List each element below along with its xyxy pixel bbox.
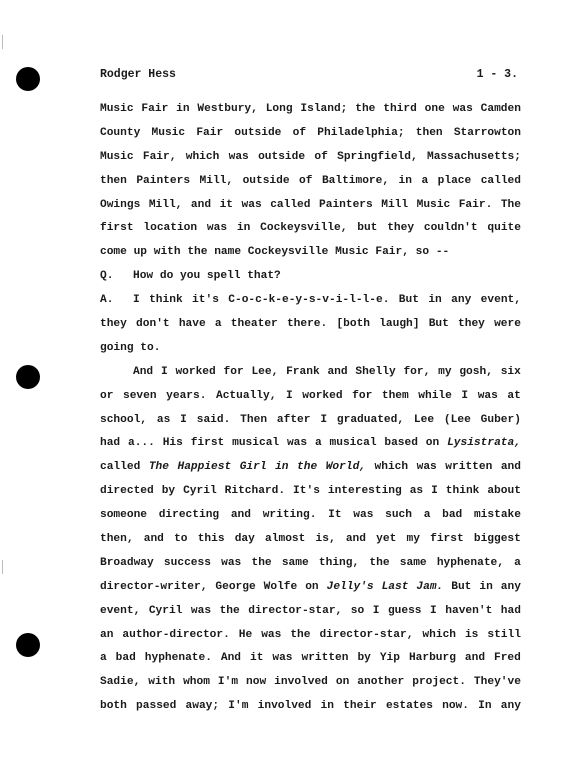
word: then,	[100, 533, 134, 546]
speaker-marker: A.	[100, 294, 114, 307]
word: the	[290, 628, 311, 641]
word: And	[133, 365, 154, 378]
word: whom	[183, 676, 210, 689]
word: for,	[403, 365, 431, 378]
word: guess	[387, 604, 422, 617]
word: had	[100, 437, 121, 450]
word: I	[160, 365, 168, 378]
word: Jam.	[416, 580, 444, 593]
word: someone	[100, 509, 147, 522]
word: laugh]	[379, 318, 420, 331]
word: Music	[416, 198, 451, 211]
word: after	[276, 413, 311, 426]
word: which	[374, 461, 409, 474]
word: place	[437, 174, 472, 187]
word: They've	[473, 676, 521, 689]
word: so	[350, 604, 365, 617]
word: event,	[480, 294, 521, 307]
word: I	[286, 389, 293, 402]
page-header	[100, 68, 518, 81]
word: which	[422, 628, 456, 641]
word: day	[234, 533, 255, 546]
word: Painters	[136, 174, 191, 187]
word: But	[398, 294, 419, 307]
word: spell	[206, 270, 241, 283]
word: Owings	[100, 198, 141, 211]
word: Baltimore,	[321, 174, 390, 187]
word: such	[385, 509, 412, 522]
word: Music	[335, 246, 369, 259]
word: director-star,	[319, 628, 414, 641]
word: directed	[100, 485, 154, 498]
word: Camden	[480, 103, 521, 115]
punch-hole	[16, 365, 40, 389]
transcript-line	[100, 265, 521, 289]
word: Painters	[319, 198, 373, 211]
word: bad	[442, 509, 463, 522]
transcript-line	[100, 624, 521, 648]
word: now.	[442, 700, 469, 713]
word: it	[249, 652, 264, 665]
word: any	[500, 700, 521, 713]
word: Cyril	[148, 604, 183, 617]
word: first	[430, 533, 464, 546]
word: both	[100, 700, 127, 713]
word: years.	[166, 389, 207, 402]
word: was	[190, 604, 212, 617]
word: interesting	[327, 485, 402, 498]
word: and	[190, 198, 212, 211]
word: in	[275, 461, 289, 474]
word: called	[270, 198, 311, 211]
word: a...	[128, 437, 155, 450]
word: school,	[100, 413, 147, 426]
word: going	[100, 341, 134, 354]
transcript-line	[100, 480, 521, 504]
word: up	[133, 246, 148, 259]
word: the	[355, 103, 376, 115]
scan-edge-mark	[2, 560, 3, 574]
word: hyphenate,	[436, 556, 504, 569]
word: with	[153, 246, 181, 259]
word: Island;	[300, 103, 348, 115]
word: Music	[100, 150, 134, 163]
word: do	[159, 270, 174, 283]
word: and	[143, 533, 164, 546]
word: the	[187, 246, 208, 259]
word: of	[292, 126, 307, 139]
word: by	[161, 485, 176, 498]
transcript-line	[100, 217, 521, 241]
word: I	[372, 604, 380, 617]
word: in	[428, 294, 442, 307]
word: Yip	[379, 652, 400, 665]
word: Happiest	[177, 461, 232, 474]
word: said.	[196, 413, 231, 426]
word: was	[241, 198, 262, 211]
word: come	[100, 246, 127, 259]
word: Massachusetts;	[426, 150, 521, 163]
word: yet	[376, 533, 397, 546]
word: [both	[336, 318, 371, 331]
word: passed	[136, 700, 177, 713]
word: directing	[158, 509, 220, 522]
word: Jelly's	[326, 580, 374, 593]
word: which	[185, 150, 220, 163]
word: by	[357, 652, 371, 665]
word: then	[100, 174, 127, 187]
word: third	[383, 103, 417, 115]
word: was	[452, 103, 473, 115]
word: Actually,	[216, 389, 277, 402]
word: involved	[274, 676, 328, 689]
word: I	[320, 413, 328, 426]
word: called	[100, 461, 141, 474]
transcript-line	[100, 647, 521, 671]
word: Cockeysville,	[260, 222, 348, 235]
word: a	[421, 174, 429, 187]
word: C-o-c-k-e-y-s-v-i-l-l-e.	[228, 294, 390, 307]
word: seven	[123, 389, 157, 402]
word: and	[327, 365, 348, 378]
transcript-line	[100, 695, 521, 719]
word: But	[428, 318, 449, 331]
word: a	[100, 652, 107, 665]
word: biggest	[473, 533, 521, 546]
word: Westbury,	[197, 103, 258, 115]
word: were	[494, 318, 521, 331]
word: author-director.	[122, 628, 230, 641]
word: and	[345, 533, 366, 546]
word: outside	[242, 174, 290, 187]
word: outside	[258, 150, 306, 163]
word: --	[435, 246, 450, 259]
transcript-line	[100, 98, 521, 122]
word: hyphenate.	[144, 652, 212, 665]
transcript-line	[100, 576, 521, 600]
word: it	[219, 198, 234, 211]
word: as	[409, 485, 424, 498]
word: (Lee	[443, 413, 471, 426]
word: in	[320, 700, 334, 713]
transcript-line	[100, 146, 521, 170]
word: thing,	[318, 556, 360, 569]
word: any	[500, 580, 521, 593]
word: was	[221, 556, 242, 569]
word: still	[487, 628, 521, 641]
word: away;	[185, 700, 220, 713]
word: written	[445, 461, 493, 474]
transcript-line	[100, 409, 521, 433]
word: is	[464, 628, 479, 641]
transcript-line	[100, 122, 521, 146]
word: was	[353, 509, 374, 522]
word: or	[100, 389, 114, 402]
word: Mill,	[148, 198, 183, 211]
word: one	[424, 103, 445, 115]
word: In	[478, 700, 492, 713]
word: Fair.	[458, 198, 493, 211]
word: then	[415, 126, 443, 139]
word: I	[461, 389, 469, 402]
word: their	[343, 700, 377, 713]
word: at	[507, 389, 521, 402]
word: was	[261, 628, 282, 641]
word: an	[100, 628, 114, 641]
word: on	[305, 580, 319, 593]
word: they	[458, 318, 485, 331]
word: with	[148, 676, 176, 689]
word: another	[357, 676, 405, 689]
word: The	[500, 198, 521, 211]
transcript-line	[100, 361, 521, 385]
word: Fair	[141, 103, 169, 115]
word: Fred	[494, 652, 521, 665]
word: in	[176, 103, 190, 115]
word: you	[180, 270, 201, 283]
word: I'm	[217, 676, 239, 689]
word: Mill,	[199, 174, 234, 187]
word: estates	[385, 700, 433, 713]
word: to.	[140, 341, 161, 354]
word: Lee	[413, 413, 435, 426]
word: a	[314, 437, 322, 450]
word: my	[406, 533, 420, 546]
word: think	[149, 294, 183, 307]
word: on	[425, 437, 440, 450]
transcript-line	[100, 170, 521, 194]
word: How	[133, 270, 154, 283]
word: this	[197, 533, 225, 546]
word: my	[438, 365, 452, 378]
word: worked	[302, 389, 343, 402]
word: is,	[315, 533, 336, 546]
word: of	[299, 174, 313, 187]
word: event,	[100, 604, 141, 617]
word: Cockeysville	[247, 246, 329, 259]
transcript-line	[100, 504, 521, 528]
transcript-line	[100, 552, 521, 576]
word: musical	[232, 437, 280, 450]
word: Broadway	[100, 556, 154, 569]
word: involved	[257, 700, 312, 713]
word: was	[272, 652, 293, 665]
word: they	[387, 222, 415, 235]
word: quite	[487, 222, 521, 235]
page-number: 1 - 3.	[476, 68, 518, 81]
word: director-writer,	[100, 580, 208, 593]
word: same	[281, 556, 309, 569]
word: was	[416, 461, 437, 474]
punch-hole	[16, 67, 40, 91]
word: the	[251, 556, 272, 569]
word: project.	[412, 676, 466, 689]
word: Sadie,	[100, 676, 141, 689]
word: mistake	[473, 509, 521, 522]
word: as	[156, 413, 171, 426]
word: Ritchard.	[224, 485, 286, 498]
scan-edge-mark	[2, 35, 3, 49]
word: couldn't	[423, 222, 478, 235]
word: there.	[286, 318, 328, 331]
speaker-marker: Q.	[100, 270, 114, 283]
word: now	[246, 676, 267, 689]
word: that?	[247, 270, 281, 283]
word: about	[487, 485, 521, 498]
word: the	[219, 604, 240, 617]
punch-hole	[16, 633, 40, 657]
word: Lee,	[251, 365, 279, 378]
word: on	[335, 676, 350, 689]
word: first	[100, 222, 134, 235]
word: I	[180, 413, 187, 426]
word: success	[163, 556, 211, 569]
word: any	[451, 294, 472, 307]
transcript-line	[100, 432, 521, 456]
word: a	[423, 509, 431, 522]
word: haven't	[445, 604, 493, 617]
word: County	[100, 126, 141, 139]
word: Fair,	[375, 246, 409, 259]
word: theater	[230, 318, 278, 331]
transcript-line	[100, 289, 521, 313]
word: worked	[175, 365, 216, 378]
word: World,	[325, 461, 367, 474]
word: and	[464, 652, 486, 665]
word: for	[223, 365, 244, 378]
word: He	[238, 628, 253, 641]
interviewee-name: Rodger Hess	[100, 68, 176, 81]
word: in	[236, 222, 251, 235]
word: of	[314, 150, 328, 163]
word: while	[418, 389, 452, 402]
word: written	[301, 652, 349, 665]
word: Fair,	[142, 150, 177, 163]
word: think	[445, 485, 480, 498]
word: six	[500, 365, 521, 378]
word: It	[328, 509, 342, 522]
word: first	[190, 437, 225, 450]
word: a	[214, 318, 222, 331]
word: was	[286, 437, 308, 450]
word: And	[220, 652, 242, 665]
word: for	[352, 389, 373, 402]
word: musical	[329, 437, 377, 450]
word: Music	[100, 103, 134, 115]
word: I'm	[228, 700, 249, 713]
word: was	[228, 150, 249, 163]
word: gosh,	[459, 365, 493, 378]
word: Harburg	[408, 652, 456, 665]
word: almost	[265, 533, 306, 546]
word: in	[479, 580, 493, 593]
word: graduated,	[336, 413, 405, 426]
word: I	[430, 604, 437, 617]
word: was	[477, 389, 498, 402]
transcript-line	[100, 600, 521, 624]
word: Frank	[286, 365, 320, 378]
word: location	[143, 222, 198, 235]
word: they	[100, 318, 127, 331]
word: and	[230, 509, 251, 522]
word: the	[297, 461, 318, 474]
word: Last	[381, 580, 409, 593]
word: director-star,	[248, 604, 343, 617]
word: a	[514, 556, 521, 569]
word: His	[162, 437, 183, 450]
word: Cyril	[183, 485, 217, 498]
word: Then	[240, 413, 268, 426]
word: to	[174, 533, 188, 546]
word: Music	[151, 126, 186, 139]
transcript-line	[100, 385, 521, 409]
word: don't	[136, 318, 170, 331]
word: Guber)	[480, 413, 521, 426]
word: have	[178, 318, 206, 331]
transcript-line	[100, 313, 521, 337]
word: called	[480, 174, 521, 187]
word: had	[500, 604, 521, 617]
word: bad	[115, 652, 136, 665]
word: was	[206, 222, 228, 235]
word: Girl	[239, 461, 267, 474]
transcript-line	[100, 528, 521, 552]
word: same	[399, 556, 427, 569]
word: and	[500, 461, 521, 474]
word: I	[133, 294, 140, 307]
word: Mill	[381, 198, 409, 211]
word: Shelly	[355, 365, 396, 378]
word: Fair	[196, 126, 224, 139]
word: Springfield,	[337, 150, 418, 163]
word: George	[215, 580, 256, 593]
word: Lysistrata,	[447, 437, 521, 450]
word: Starrowton	[453, 126, 521, 139]
word: It's	[293, 485, 320, 498]
word: in	[398, 174, 412, 187]
transcript-line	[100, 456, 521, 480]
word: the	[369, 556, 390, 569]
transcript-line	[100, 671, 521, 695]
word: outside	[234, 126, 282, 139]
word: Wolfe	[263, 580, 298, 593]
word: them	[381, 389, 409, 402]
word: I	[431, 485, 438, 498]
word: Long	[265, 103, 293, 115]
word: writing.	[262, 509, 317, 522]
transcript-line	[100, 194, 521, 218]
word: based	[384, 437, 418, 450]
transcript-body	[100, 98, 521, 719]
word: name	[214, 246, 242, 259]
word: Philadelphia;	[317, 126, 405, 139]
word: The	[148, 461, 169, 474]
word: so	[415, 246, 430, 259]
transcript-line	[100, 337, 521, 361]
word: but	[357, 222, 378, 235]
transcript-line	[100, 241, 521, 265]
word: it's	[192, 294, 219, 307]
word: But	[451, 580, 472, 593]
